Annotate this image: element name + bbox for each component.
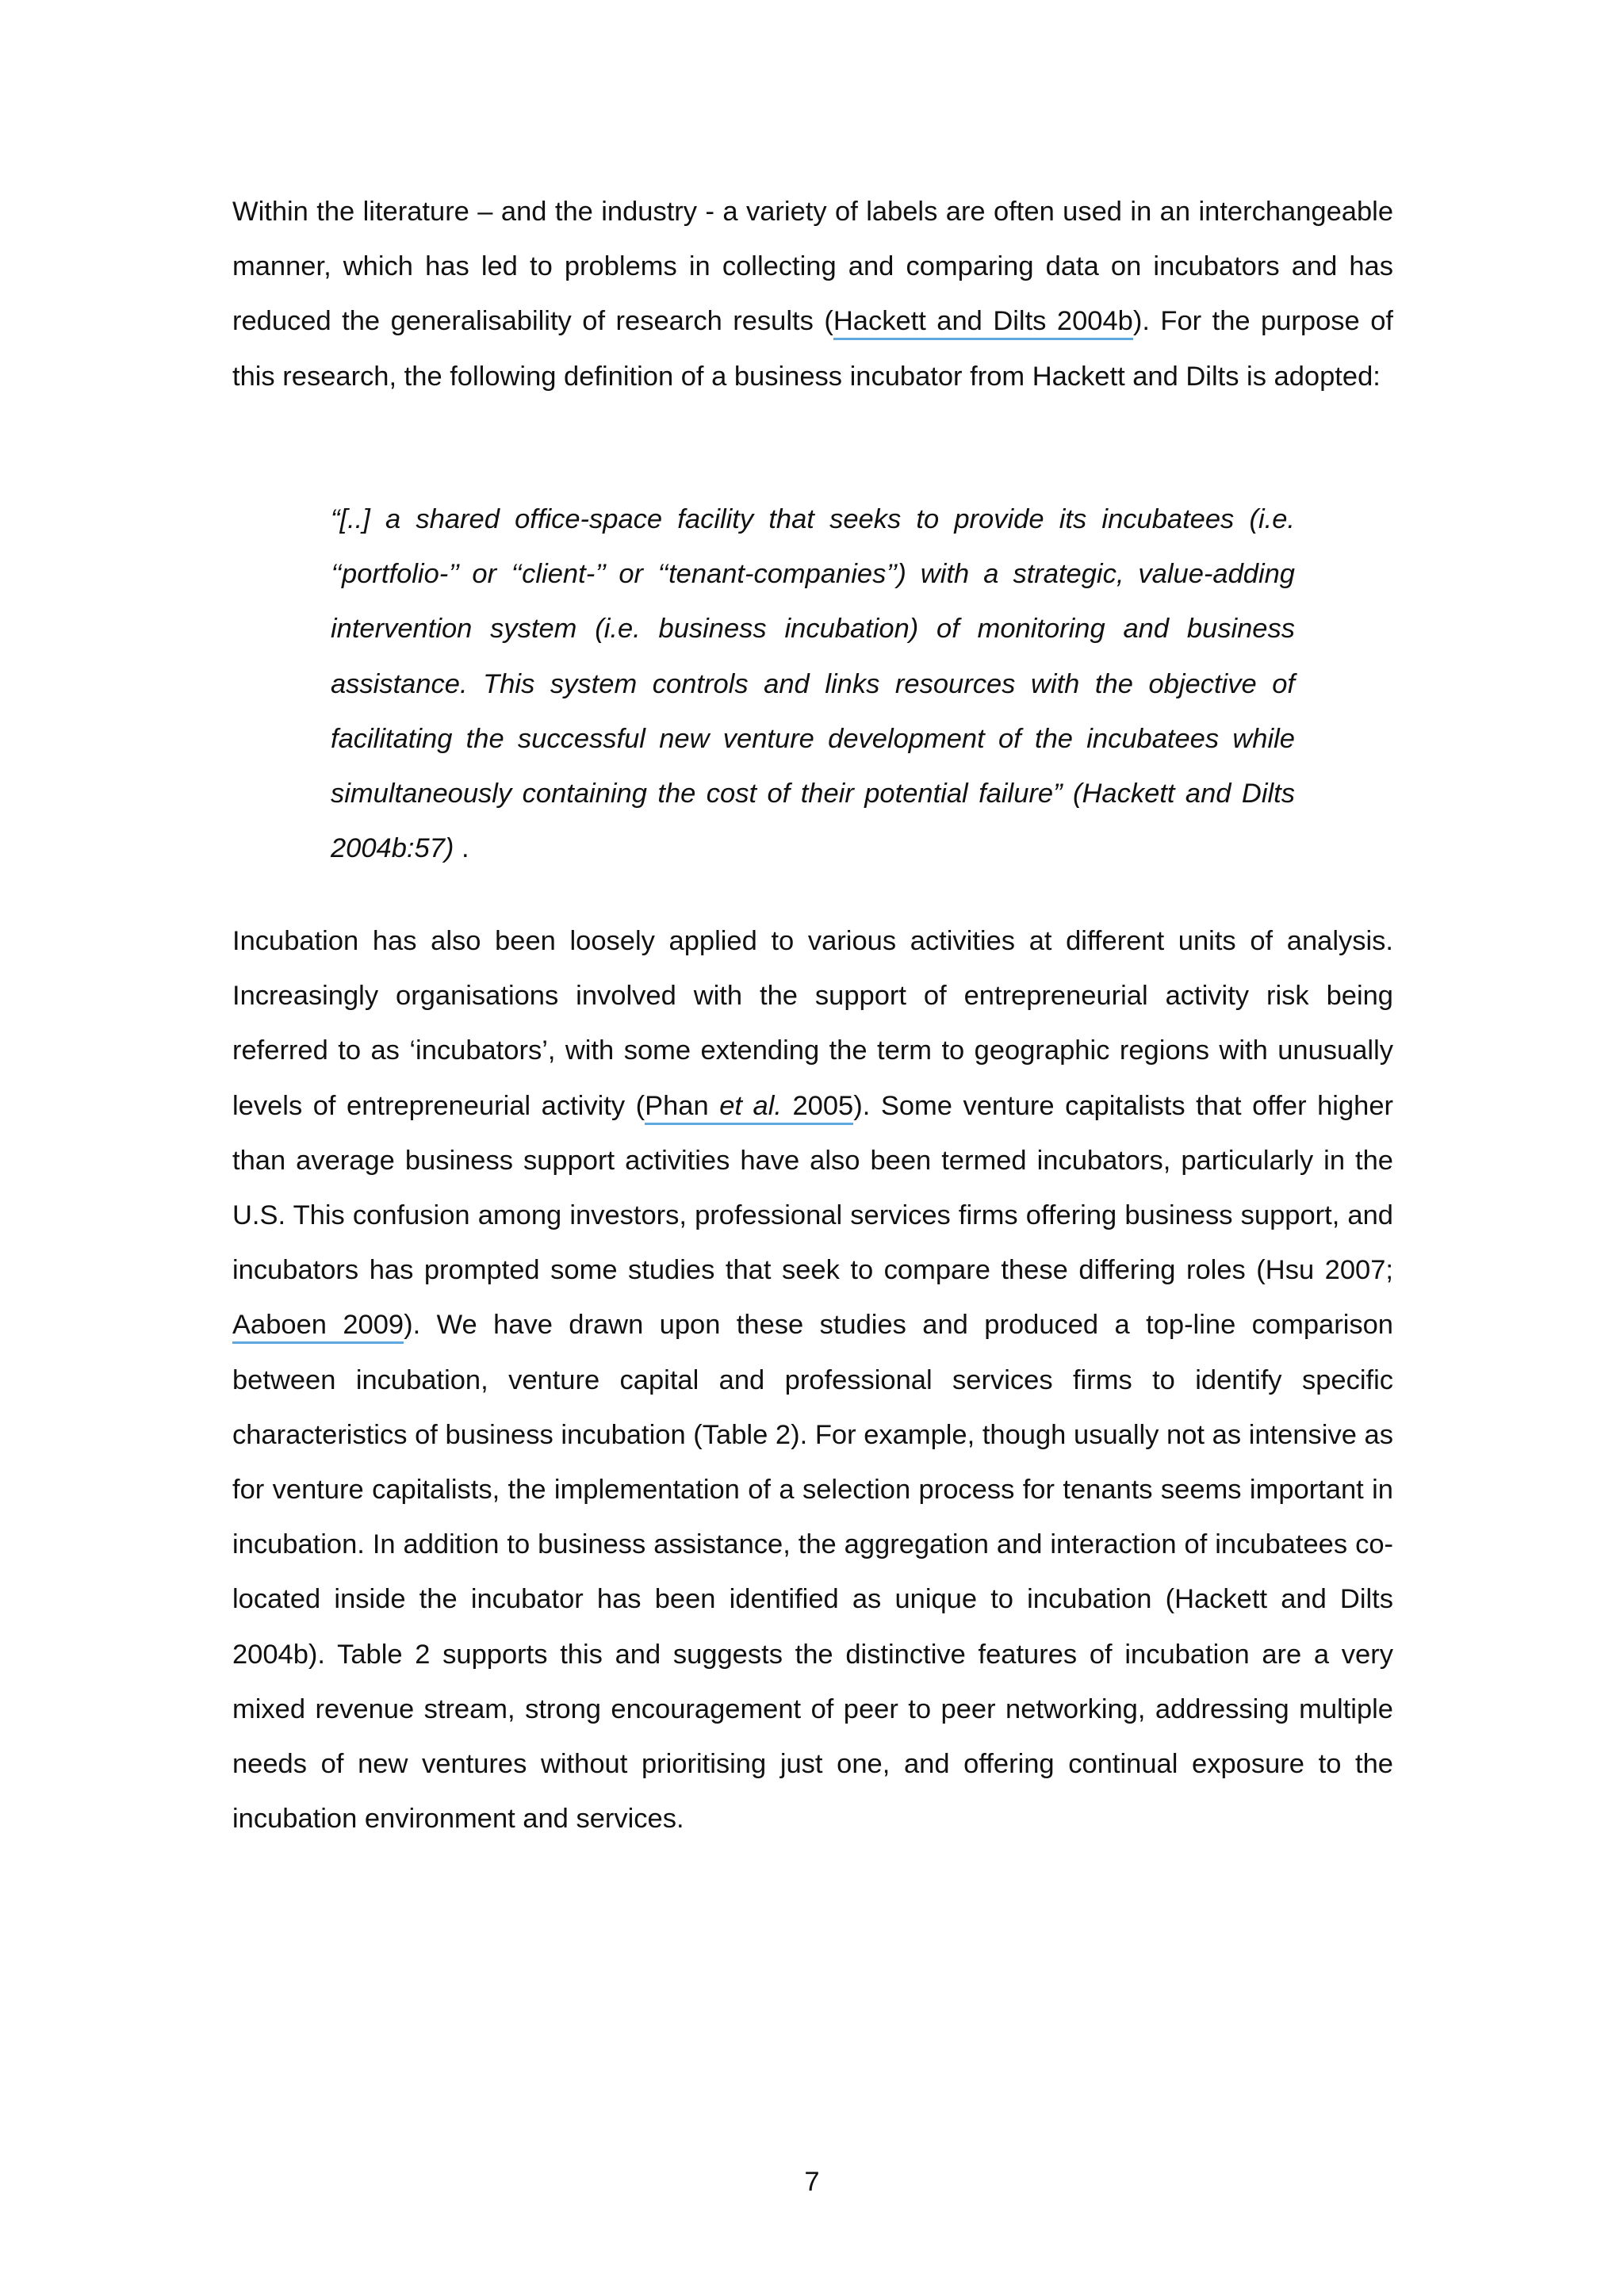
citation-phan-year: 2005 <box>781 1090 854 1121</box>
page-number: 7 <box>804 2167 820 2197</box>
quote-text: “[..] a shared office-space facility that seeks to provide its incubatees (i.e. ‘‘portfolio-’’ or ‘‘client-’’ or ‘‘tenant-companies’’) with a strategic, value-adding intervention system (i.e. business incubation) of monitoring and business assistance. This system controls and links resources with the objective of facilitating the successful new venture development of the incubatees while simultaneously containing the cost of their potential failure” <box>331 504 1295 809</box>
paragraph2-part3: ). We have drawn upon these studies and produced a top-line comparison between incubation, venture capital and professional services firms to identify specific characteristics of business incubation (Table 2). For example, though usually not as intensive as for venture capitalists, the implementation of a selection process for tenants seems important in incubation. In addition to business assistance, the aggregation and interaction of incubatees co-located inside the incubator has been identified as unique to incubation (Hackett and Dilts 2004b). Table 2 supports this and suggests the distinctive features of incubation are a very mixed revenue stream, strong encouragement of peer to peer networking, addressing multiple needs of new ventures without prioritising just one, and offering continual exposure to the incubation environment and services. <box>232 1310 1393 1835</box>
quote-source: (Hackett and Dilts 2004b:57) <box>331 779 1296 864</box>
quote-end: . <box>454 833 469 864</box>
paragraph1-text-after: ). For the purpose of this research, the following definition of a business incubator from Hackett and Dilts is adopted: <box>232 306 1393 392</box>
paragraph2-part2: ). Some venture capitalists that offer higher than average business support activities have also been termed incubators, particularly in the U.S. This confusion among investors, professional services firms offering business support, and incubators has prompted some studies that seek to compare these differing roles (Hsu 2007; <box>232 1090 1394 1286</box>
paragraph-definitions <box>232 185 1393 404</box>
paragraph1-text-before: Within the literature – and the industry - a variety of labels are often used in an interchangeable manner, which has led to problems in collecting and comparing data on incubators and has reduced the generalisability of research results ( <box>232 197 1393 337</box>
citation-link-hackett-dilts-2004b[interactable]: Hackett and Dilts 2004b <box>833 306 1133 340</box>
citation-link-aaboen-2009[interactable]: Aaboen 2009 <box>232 1310 404 1344</box>
citation-phan-author: Phan <box>645 1090 720 1121</box>
citation-link-phan-2005[interactable] <box>645 1091 853 1125</box>
citation-phan-etal: et al. <box>719 1090 782 1121</box>
paragraph-incubation <box>232 914 1393 1846</box>
paragraph2-part1: Incubation has also been loosely applied to various activities at different units of analysis. Increasingly organisations involved with the support of entrepreneurial activity risk being referred to as ‘incubators’, with some extending the term to geographic regions with unusually levels of entrepreneurial activity ( <box>232 926 1393 1121</box>
block-quote-definition <box>331 492 1295 876</box>
